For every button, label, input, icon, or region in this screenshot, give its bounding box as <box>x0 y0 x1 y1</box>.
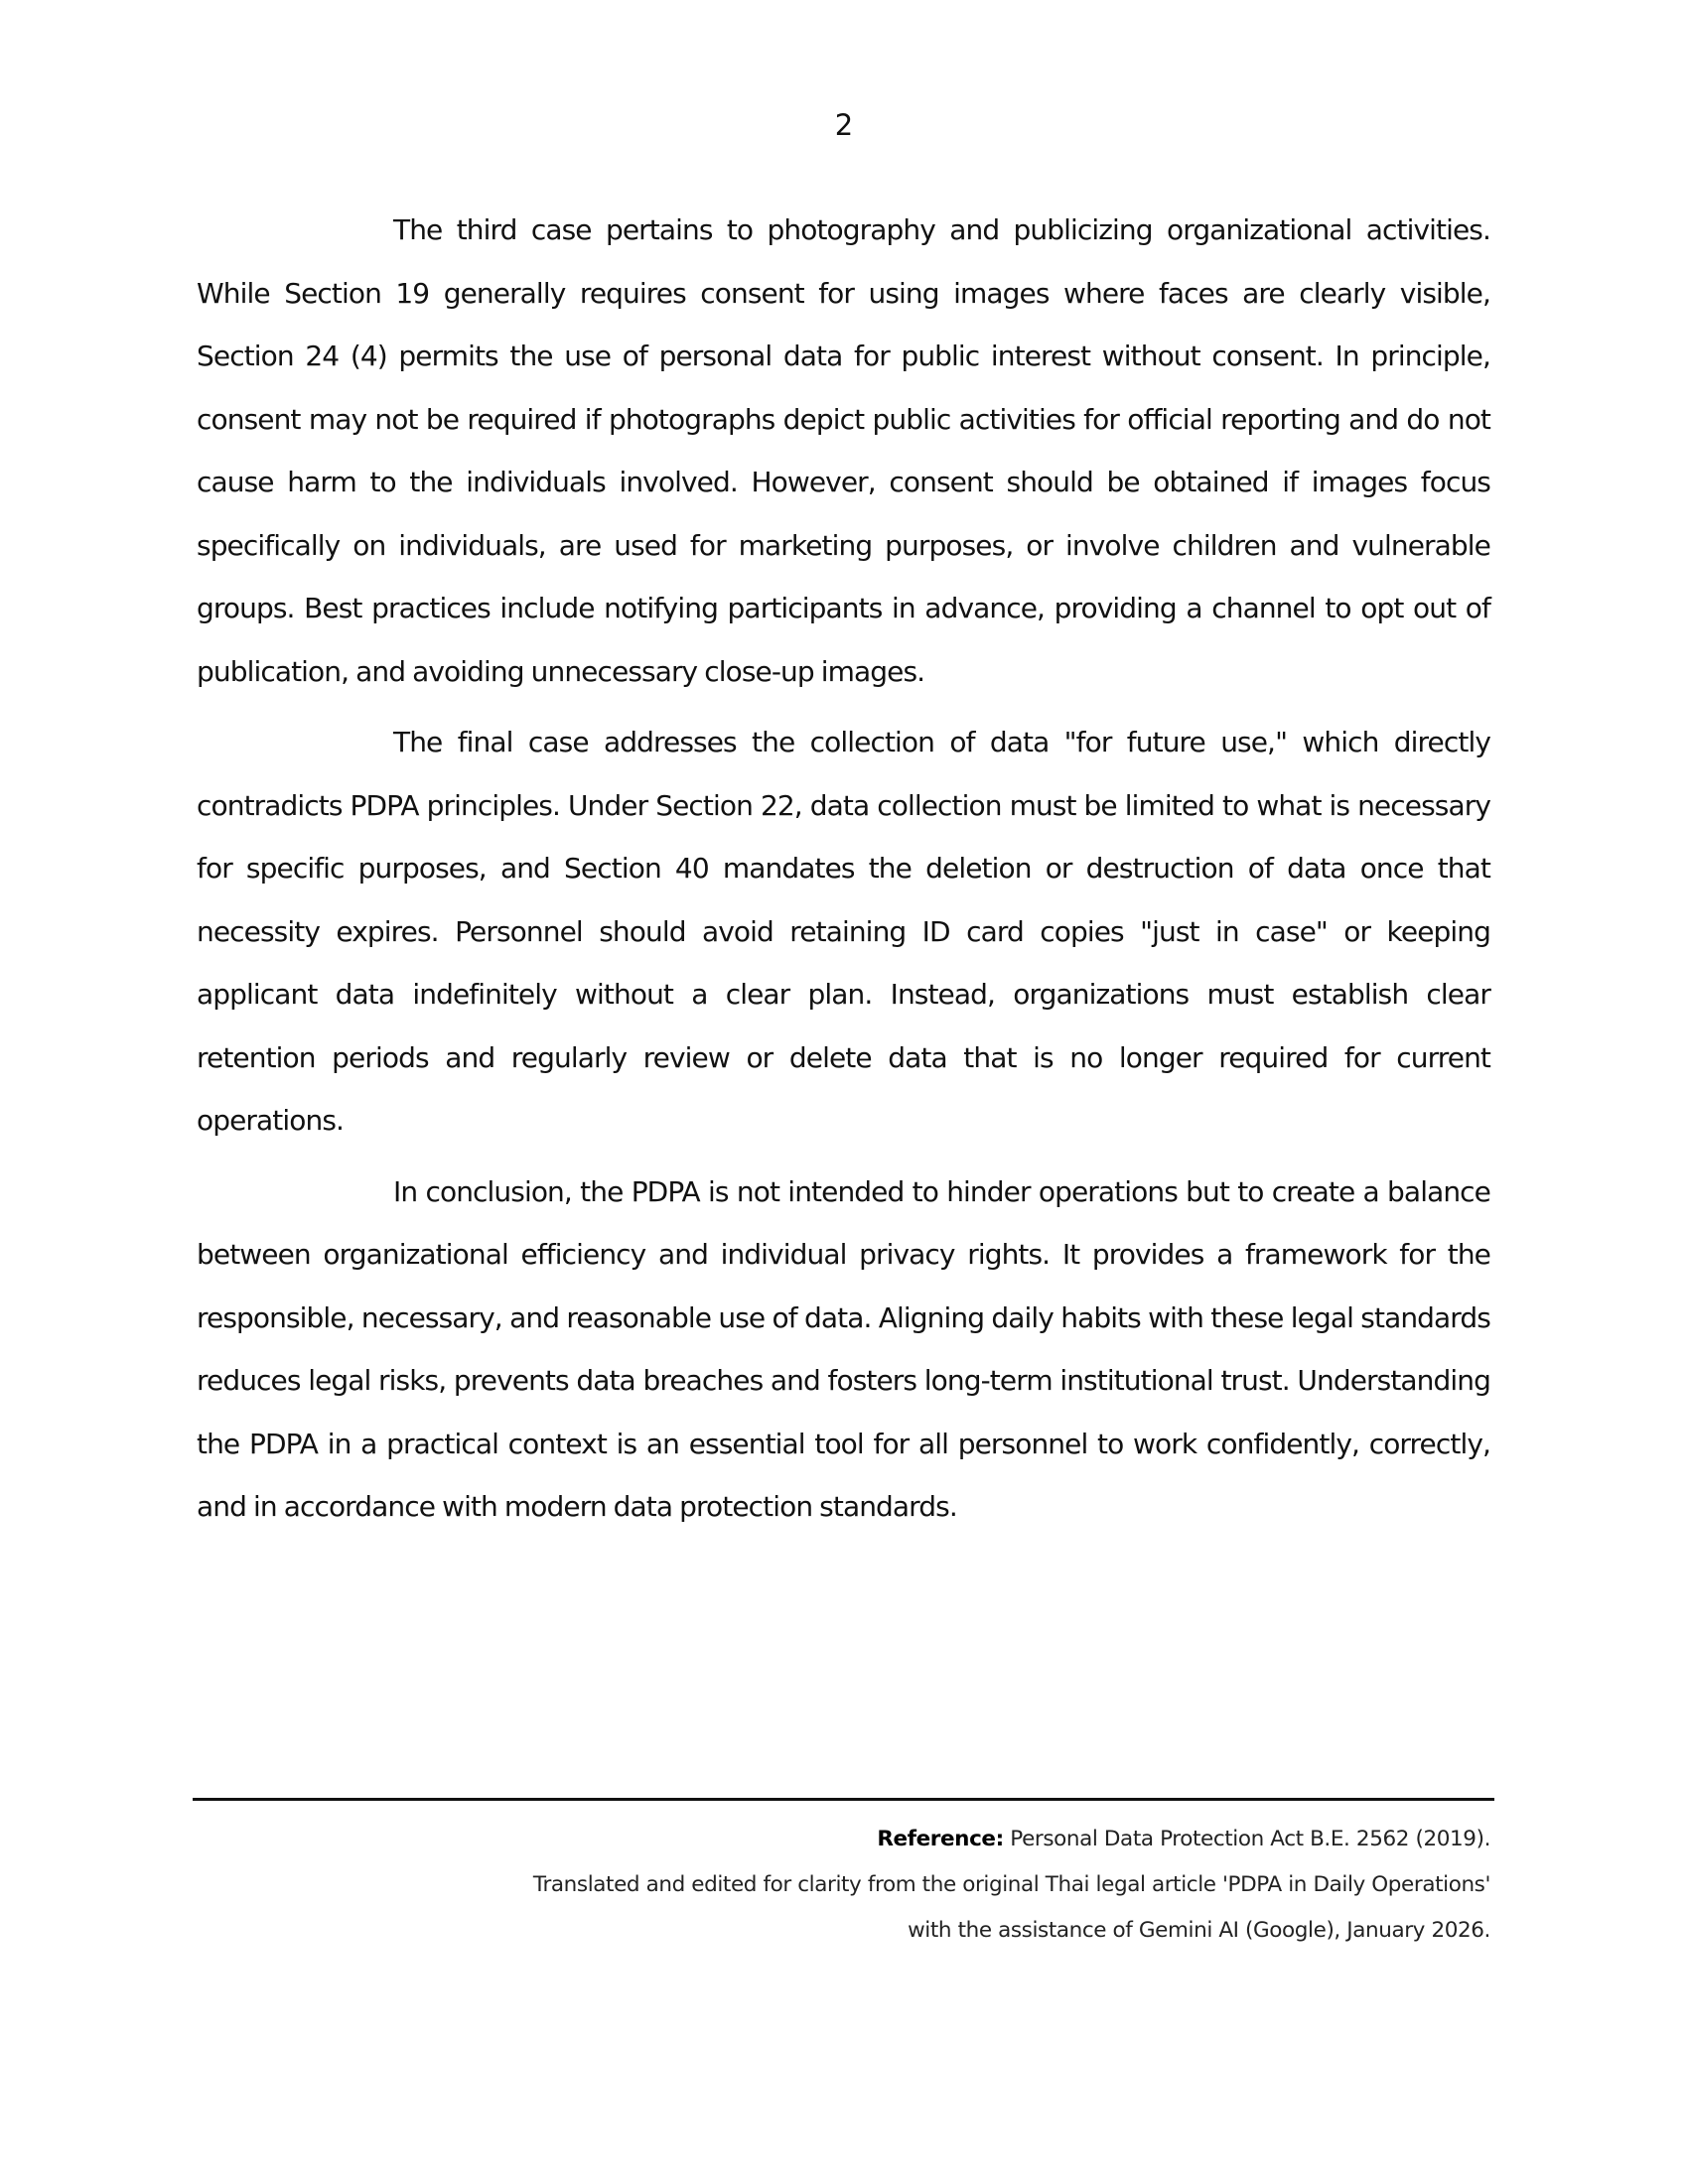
translation-note-line-2: with the assistance of Gemini AI (Google), January 2026. <box>908 1918 1490 1943</box>
body-text <box>197 199 1490 1547</box>
paragraph-photography-case: The third case pertains to photography and publicizing organizational activities. While Section 19 generally requires consent for using images where faces are clearly visible, Section 24 (4) permits the use of personal data for public interest without consent. In principle, consent may not be required if photographs depict public activities for official reporting and do not cause harm to the individuals involved. However, consent should be obtained if images focus specifically on individuals, are used for marketing purposes, or involve children and vulnerable groups. Best practices include notifying participants in advance, providing a channel to opt out of publication, and avoiding unnecessary close-up images. <box>197 213 1490 688</box>
reference-line <box>197 1817 1490 1862</box>
reference-block <box>197 1817 1490 1954</box>
reference-text: Personal Data Protection Act B.E. 2562 (2019). <box>1010 1827 1490 1851</box>
footer-divider <box>193 1798 1494 1801</box>
reference-label: Reference: <box>877 1827 1004 1851</box>
page-number: 2 <box>834 108 854 142</box>
paragraph-conclusion: In conclusion, the PDPA is not intended to hinder operations but to create a balance between organizational efficiency and individual privacy rights. It provides a framework for the responsible, necessary, and reasonable use of data. Aligning daily habits with these legal standards reduces legal risks, prevents data breaches and fosters long-term institutional trust. Understanding the PDPA in a practical context is an essential tool for all personnel to work confidently, correctly, and in accordance with modern data protection standards. <box>197 1174 1490 1523</box>
paragraph-future-use-case: The final case addresses the collection of data "for future use," which directly contradicts PDPA principles. Under Section 22, data collection must be limited to what is necessary for specific purposes, and Section 40 mandates the deletion or destruction of data once that necessity expires. Personnel should avoid retaining ID card copies "just in case" or keeping applicant data indefinitely without a clear plan. Instead, organizations must establish clear retention periods and regularly review or delete data that is no longer required for current operations. <box>197 726 1490 1137</box>
translation-note-line-1: Translated and edited for clarity from the original Thai legal article 'PDPA in Daily Operations' <box>532 1872 1490 1897</box>
